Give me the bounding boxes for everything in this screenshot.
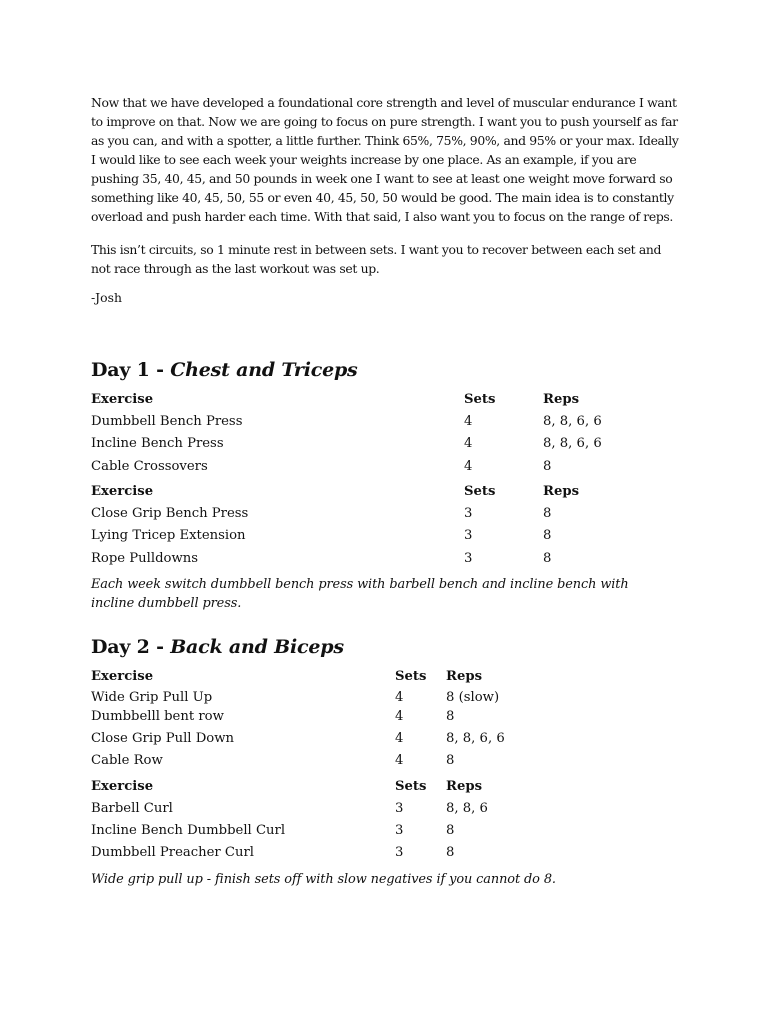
- sets-value: 3: [464, 551, 473, 566]
- exercise-name: Cable Row: [91, 753, 163, 768]
- exercise-name: Cable Crossovers: [91, 459, 208, 474]
- exercise-name: Close Grip Bench Press: [91, 506, 249, 521]
- reps-value: 8: [446, 845, 455, 860]
- column-header-exercise: Exercise: [91, 484, 154, 499]
- reps-value: 8 (slow): [446, 690, 500, 705]
- exercise-name: Close Grip Pull Down: [91, 731, 234, 746]
- day-1-focus: Chest and Triceps: [170, 359, 358, 381]
- column-header-sets: Sets: [464, 484, 496, 499]
- intro-paragraph-1: Now that we have developed a foundational core strength and level of muscular endurance I want to improve on that. Now we are going to focus on pure strength. I want you to push yourself as far as you can, and with a spotter, a little further. Think 65%, 75%, 90%, and 95% or your max. Ideally I would like to see each week your weights increase by one place. As an example, if you are pushing 35, 40, 45, and 50 pounds in week one I want to see at least one weight move forward so something like 40, 45, 50, 55 or even 40, 45, 50, 50 would be good. The main idea is to constantly overload and push harder each time. With that said, I also want you to focus on the range of reps.: [91, 95, 679, 224]
- sets-value: 4: [395, 753, 404, 768]
- exercise-name: Rope Pulldowns: [91, 551, 199, 566]
- exercise-name: Barbell Curl: [91, 801, 173, 816]
- column-header-sets: Sets: [395, 669, 427, 684]
- reps-value: 8: [446, 823, 455, 838]
- sets-value: 3: [395, 845, 404, 860]
- column-header-sets: Sets: [395, 779, 427, 794]
- signature: -Josh: [91, 290, 122, 305]
- exercise-name: Dumbbell Preacher Curl: [91, 845, 255, 860]
- column-header-sets: Sets: [464, 392, 496, 407]
- sets-value: 4: [395, 690, 404, 705]
- exercise-name: Wide Grip Pull Up: [91, 690, 213, 705]
- reps-value: 8, 8, 6, 6: [446, 731, 505, 746]
- day-1-heading: [91, 359, 358, 381]
- day-2-note: Wide grip pull up - finish sets off with slow negatives if you cannot do 8.: [91, 872, 556, 887]
- sets-value: 4: [395, 731, 404, 746]
- sets-value: 3: [464, 506, 473, 521]
- exercise-name: Dumbbell Bench Press: [91, 414, 243, 429]
- column-header-reps: Reps: [446, 779, 482, 794]
- sets-value: 3: [464, 528, 473, 543]
- reps-value: 8: [543, 551, 552, 566]
- column-header-exercise: Exercise: [91, 669, 154, 684]
- exercise-name: Incline Bench Press: [91, 436, 224, 451]
- exercise-name: Lying Tricep Extension: [91, 528, 246, 543]
- reps-value: 8, 8, 6, 6: [543, 436, 602, 451]
- reps-value: 8, 8, 6: [446, 801, 488, 816]
- day-2-label: Day 2 -: [91, 636, 164, 658]
- reps-value: 8: [543, 528, 552, 543]
- day-1-note: Each week switch dumbbell bench press with barbell bench and incline bench with incline dumbbell press.: [91, 577, 629, 611]
- intro-paragraph-2: This isn’t circuits, so 1 minute rest in between sets. I want you to recover between each set and not race through as the last workout was set up.: [91, 242, 662, 276]
- column-header-exercise: Exercise: [91, 392, 154, 407]
- day-2-heading: [91, 636, 344, 658]
- column-header-exercise: Exercise: [91, 779, 154, 794]
- reps-value: 8: [446, 709, 455, 724]
- exercise-name: Dumbbelll bent row: [91, 709, 224, 724]
- sets-value: 4: [395, 709, 404, 724]
- reps-value: 8, 8, 6, 6: [543, 414, 602, 429]
- exercise-name: Incline Bench Dumbbell Curl: [91, 823, 286, 838]
- day-2-focus: Back and Biceps: [170, 636, 344, 658]
- reps-value: 8: [543, 506, 552, 521]
- sets-value: 3: [395, 823, 404, 838]
- day-1-label: Day 1 -: [91, 359, 164, 381]
- column-header-reps: Reps: [446, 669, 482, 684]
- sets-value: 4: [464, 414, 473, 429]
- reps-value: 8: [543, 459, 552, 474]
- sets-value: 4: [464, 459, 473, 474]
- column-header-reps: Reps: [543, 484, 579, 499]
- sets-value: 4: [464, 436, 473, 451]
- reps-value: 8: [446, 753, 455, 768]
- column-header-reps: Reps: [543, 392, 579, 407]
- sets-value: 3: [395, 801, 404, 816]
